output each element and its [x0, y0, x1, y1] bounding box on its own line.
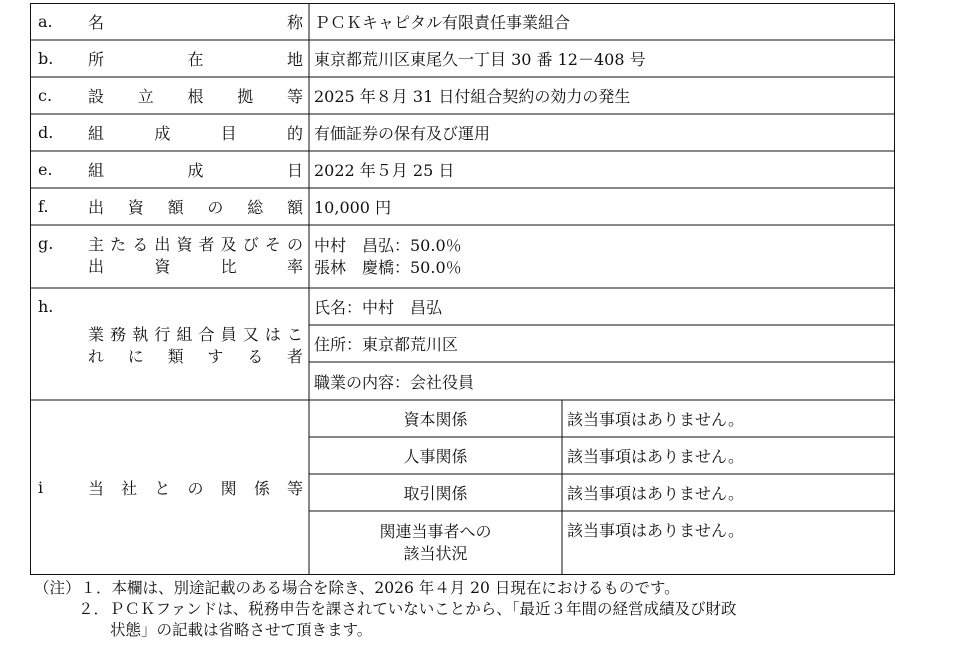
row-b-letter: b.: [38, 49, 54, 68]
row-a-letter: a.: [38, 12, 53, 31]
footnote-2-continued: 状態」の記載は省略させて頂きます。: [110, 621, 373, 639]
row-d-value: 有価証券の保有及び運用: [314, 124, 491, 143]
row-h-term-line2: れに類する者: [88, 347, 303, 366]
row-f-value: 10,000 円: [314, 198, 392, 217]
row-h-term-line1: 業務執行組合員又はこ: [88, 325, 303, 344]
footnote-1: （注）１．本欄は、別途記載のある場合を除き、2026 年４月 20 日現在におけるものです。: [34, 579, 680, 597]
row-c-value: 2025 年８月 31 日付組合契約の効力の発生: [314, 87, 631, 106]
row-e-value: 2022 年５月 25 日: [314, 161, 455, 180]
row-b-term: 所在地: [88, 50, 303, 69]
row-f-term: 出資額の総額: [88, 198, 303, 217]
row-a-value: ＰＣＫキャピタル有限責任事業組合: [314, 13, 571, 32]
row-c-term: 設立根拠等: [88, 87, 303, 106]
row-e-letter: e.: [38, 160, 53, 179]
footnotes: [34, 578, 964, 641]
row-g-letter: g.: [38, 234, 54, 253]
investor-2: 張林 慶橋：50.0％: [314, 257, 462, 277]
personnel-relationship-value: 該当事項はありません。: [567, 447, 744, 466]
related-party-value: 該当事項はありません。: [567, 521, 744, 540]
row-a-term: 名称: [88, 13, 303, 32]
footnote-2: ２．ＰＣＫファンドは、税務申告を課されていないことから、「最近３年間の経営成績及び財政: [78, 600, 737, 618]
row-g-term-line1: 主たる出資者及びその: [88, 235, 303, 254]
row-f-letter: f.: [38, 197, 49, 216]
row-h-letter: h.: [38, 296, 54, 316]
capital-relationship-value: 該当事項はありません。: [567, 410, 744, 429]
related-party-label-line2: 該当状況: [403, 544, 468, 563]
business-relationship-label: 取引関係: [403, 484, 468, 503]
table-grid-lines: [30, 3, 895, 575]
related-party-label-line1: 関連当事者への: [379, 522, 492, 541]
row-h-name: 氏名：中村 昌弘: [314, 298, 443, 317]
personnel-relationship-label: 人事関係: [403, 447, 468, 466]
company-info-table: [30, 3, 895, 575]
row-c-letter: c.: [38, 86, 53, 105]
row-i-term: 当社との関係等: [88, 479, 303, 498]
row-b-value: 東京都荒川区東尾久一丁目 30 番 12－408 号: [314, 50, 646, 69]
row-d-letter: d.: [38, 123, 54, 142]
row-d-term: 組成目的: [88, 124, 303, 143]
row-h-occupation: 職業の内容：会社役員: [314, 372, 475, 392]
row-e-term: 組成日: [88, 161, 303, 180]
row-g-term-line2: 出資比率: [88, 257, 303, 276]
row-h-address: 住所：東京都荒川区: [314, 335, 459, 354]
investor-1: 中村 昌弘：50.0％: [314, 235, 462, 255]
capital-relationship-label: 資本関係: [403, 410, 468, 429]
row-i-letter: i: [38, 478, 44, 497]
business-relationship-value: 該当事項はありません。: [567, 484, 744, 503]
